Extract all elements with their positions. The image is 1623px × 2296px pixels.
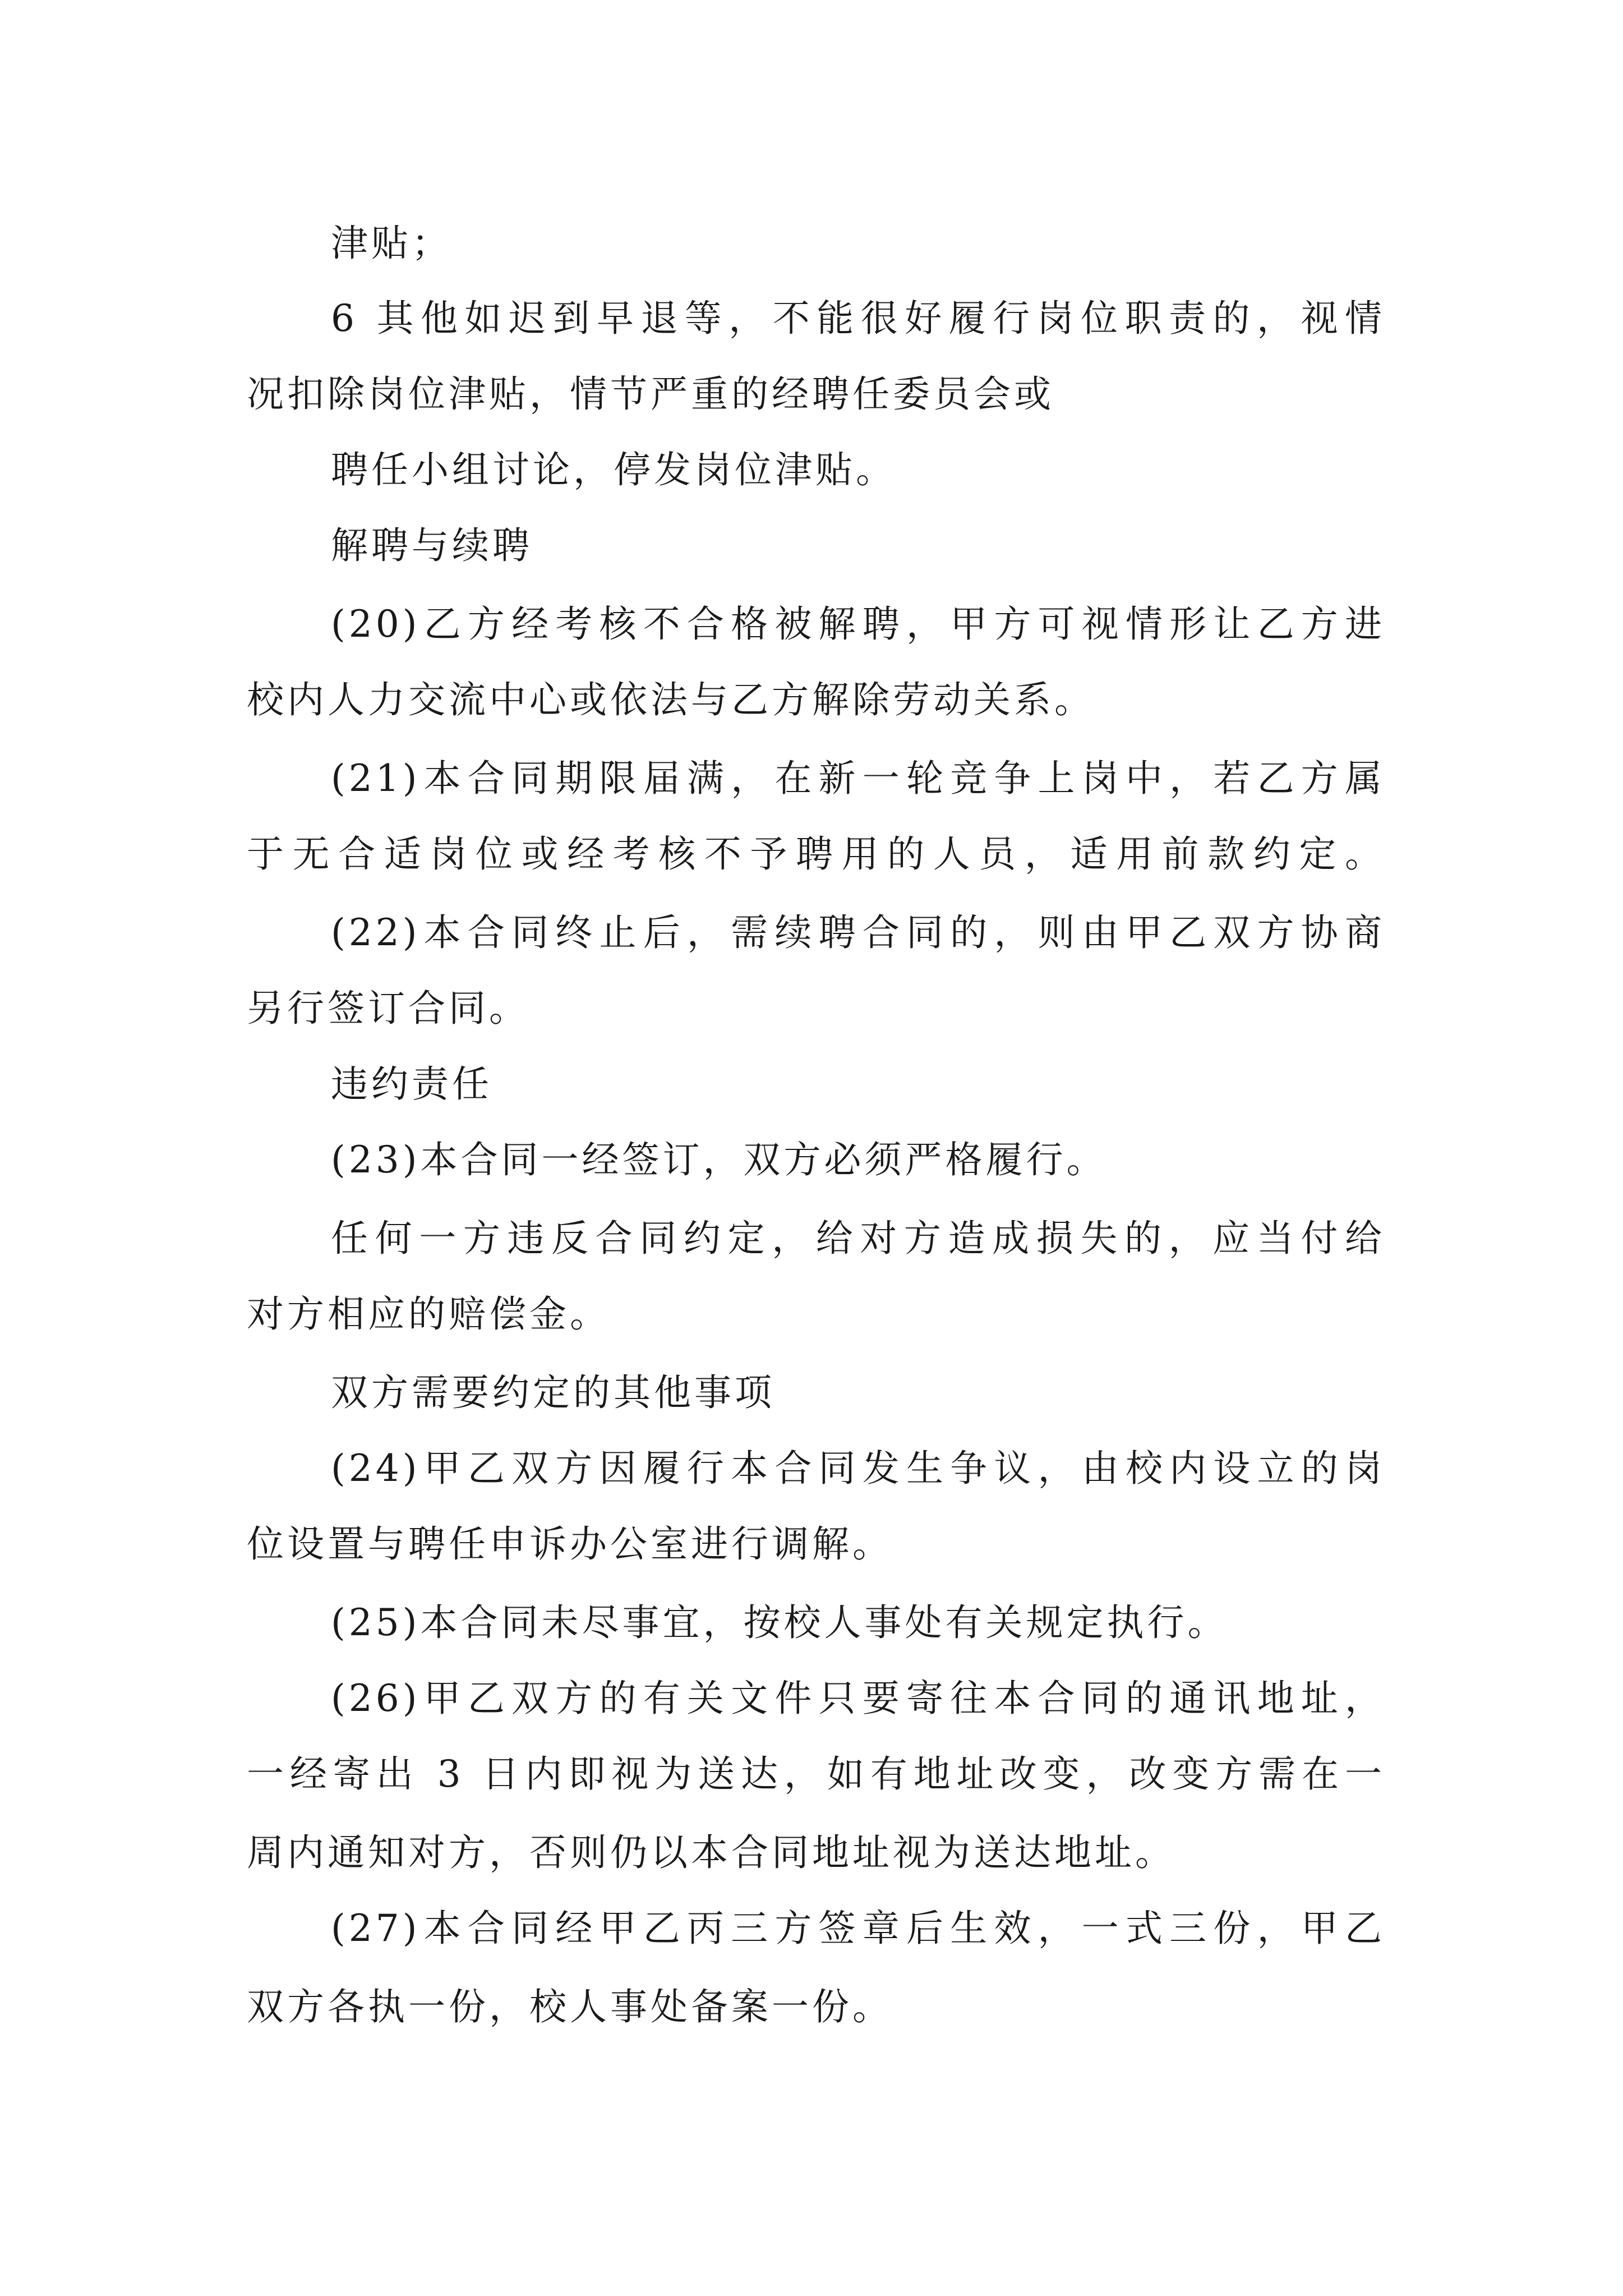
text-line-8: (21)本合同期限届满，在新一轮竞争上岗中，若乙方属 <box>331 757 1385 800</box>
text-line-14: 任何一方违反合同约定，给对方造成损失的，应当付给 <box>331 1217 1385 1260</box>
text-line-23: (27)本合同经甲乙丙三方签章后生效，一式三份，甲乙 <box>331 1907 1385 1950</box>
text-line-13: (23)本合同一经签订，双方必须严格履行。 <box>331 1138 1107 1181</box>
text-line-1: 津贴； <box>331 222 452 265</box>
text-line-10: (22)本合同终止后，需续聘合同的，则由甲乙双方协商 <box>331 911 1385 954</box>
section-heading-dismissal-renewal: 解聘与续聘 <box>331 524 533 567</box>
text-line-20: (26)甲乙双方的有关文件只要寄往本合同的通讯地址， <box>331 1677 1385 1720</box>
text-line-4: 聘任小组讨论，停发岗位津贴。 <box>331 448 896 491</box>
section-heading-other-matters: 双方需要约定的其他事项 <box>331 1371 775 1414</box>
text-line-11: 另行签订合同。 <box>247 987 529 1030</box>
text-line-17: (24)甲乙双方因履行本合同发生争议，由校内设立的岗 <box>331 1447 1385 1490</box>
text-line-6: (20)乙方经考核不合格被解聘，甲方可视情形让乙方进 <box>331 602 1385 646</box>
section-heading-breach-liability: 违约责任 <box>331 1062 492 1106</box>
text-line-21: 一经寄出 3 日内即视为送达，如有地址改变，改变方需在一 <box>247 1752 1385 1796</box>
text-line-18: 位设置与聘任申诉办公室进行调解。 <box>247 1522 893 1566</box>
text-line-3: 况扣除岗位津贴，情节严重的经聘任委员会或 <box>247 372 1054 416</box>
text-line-15: 对方相应的赔偿金。 <box>247 1292 610 1336</box>
text-line-19: (25)本合同未尽事宜，按校人事处有关规定执行。 <box>331 1601 1228 1644</box>
text-line-2: 6 其他如迟到早退等，不能很好履行岗位职责的，视情 <box>331 297 1385 340</box>
text-line-9: 于无合适岗位或经考核不予聘用的人员，适用前款约定。 <box>247 832 1385 876</box>
text-line-22: 周内通知对方，否则仍以本合同地址视为送达地址。 <box>247 1831 1175 1874</box>
text-line-7: 校内人力交流中心或依法与乙方解除劳动关系。 <box>247 678 1095 721</box>
text-line-24: 双方各执一份，校人事处备案一份。 <box>247 1985 893 2028</box>
